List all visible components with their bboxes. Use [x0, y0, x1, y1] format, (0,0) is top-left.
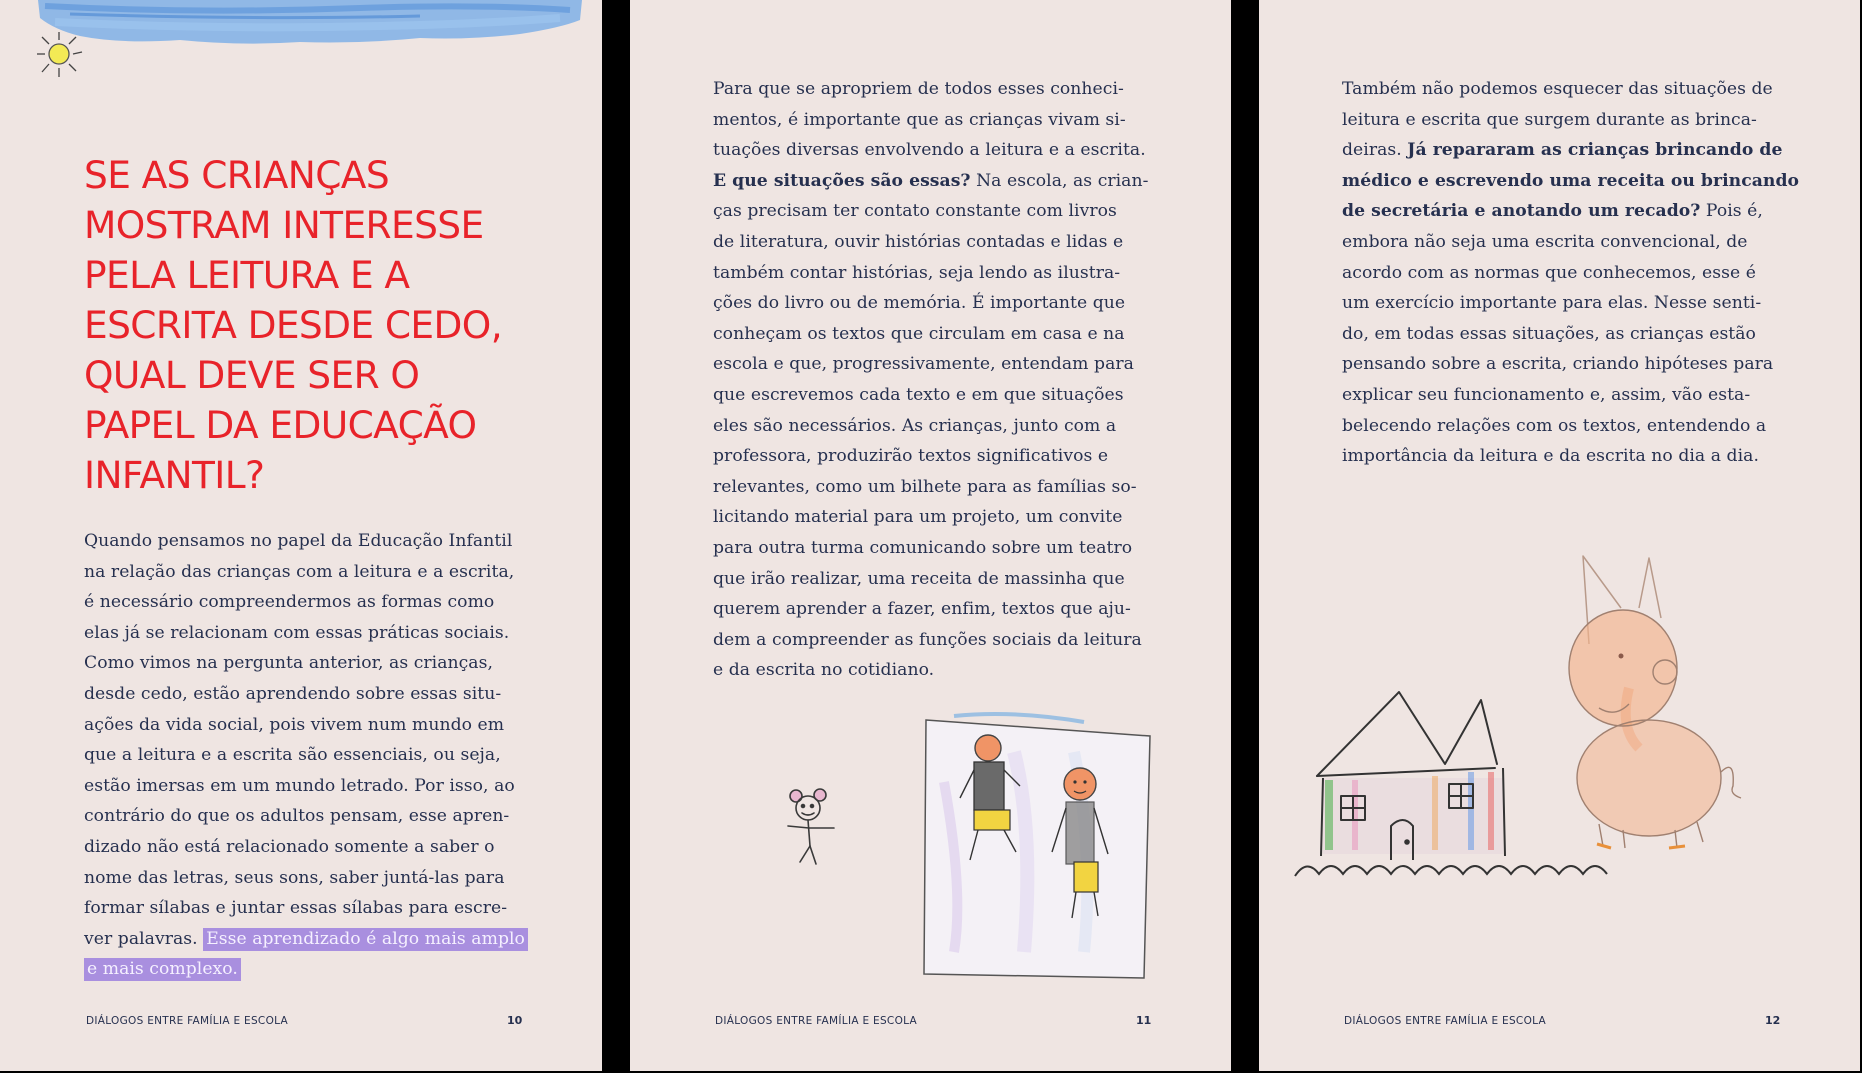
text-segment: deiras. [1342, 140, 1402, 161]
text-line: pensando sobre a escrita, criando hipóteses para [1342, 354, 1774, 375]
text-segment: ver palavras. [84, 928, 198, 949]
footer-title: DIÁLOGOS ENTRE FAMÍLIA E ESCOLA [86, 1015, 289, 1027]
text-line: ças precisam ter contato constante com livros [713, 201, 1117, 222]
heading-line: ESCRITA DESDE CEDO, [84, 303, 503, 347]
text-segment: Na escola, as crian- [976, 170, 1149, 191]
text-line: tuações diversas envolvendo a leitura e a escrita. [713, 140, 1146, 161]
text-line: Como vimos na pergunta anterior, as crianças, [84, 653, 493, 674]
text-line: para outra turma comunicando sobre um teatro [713, 537, 1133, 558]
text-line: importância da leitura e da escrita no dia a dia. [1342, 446, 1759, 467]
text-line: Também não podemos esquecer das situações de [1342, 79, 1773, 99]
text-line: acordo com as normas que conhecemos, esse é [1342, 262, 1756, 283]
heading-line: SE AS CRIANÇAS [84, 153, 390, 197]
heading-line: QUAL DEVE SER O [84, 353, 420, 397]
page-number: 12 [1765, 1014, 1781, 1027]
heading-line: MOSTRAM INTERESSE [84, 203, 484, 247]
page-10 [0, 0, 602, 1071]
bold-question: Já repararam as crianças brincando de [1407, 140, 1783, 161]
sun-drawing [36, 30, 86, 82]
body-paragraph [1342, 74, 1800, 472]
text-line: e da escrita no cotidiano. [713, 660, 935, 681]
text-line: mentos, é importante que as crianças vivam si- [713, 109, 1126, 130]
text-line: contrário do que os adultos pensam, esse apren- [84, 806, 510, 827]
text-line: belecendo relações com os textos, entendendo a [1342, 415, 1767, 436]
text-line: de literatura, ouvir histórias contadas e lidas e [713, 231, 1124, 252]
text-line: do, em todas essas situações, as crianças estão [1342, 323, 1756, 344]
text-line [1342, 166, 1800, 197]
highlighted-text[interactable]: Esse aprendizado é algo mais amplo [203, 928, 528, 951]
heading-line: PAPEL DA EDUCAÇÃO [84, 403, 477, 447]
text-line: formar sílabas e juntar essas sílabas para escre- [84, 898, 508, 919]
text-line: querem aprender a fazer, enfim, textos que aju- [713, 599, 1131, 620]
footer-title: DIÁLOGOS ENTRE FAMÍLIA E ESCOLA [715, 1015, 918, 1027]
text-line: um exercício importante para elas. Nesse senti- [1342, 293, 1762, 314]
bold-question: de secretária e anotando um recado? [1342, 201, 1701, 222]
text-line: que a leitura e a escrita são essenciais, ou seja, [84, 745, 501, 766]
text-line: eles são necessários. As crianças, junto com a [713, 415, 1117, 436]
text-line: relevantes, como um bilhete para as famílias so- [713, 476, 1137, 497]
bold-question: E que situações são essas? [713, 170, 971, 191]
pig-drawing [1559, 548, 1769, 848]
text-line: dem a compreender as funções sociais da leitura [713, 629, 1142, 650]
text-line: escola e que, progressivamente, entendam para [713, 354, 1134, 375]
text-line: professora, produzirão textos significativos e [713, 446, 1109, 467]
text-line: que escrevemos cada texto e em que situações [713, 384, 1124, 405]
text-line: também contar histórias, seja lendo as ilustra- [713, 262, 1121, 283]
text-line: na relação das crianças com a leitura e a escrita, [84, 561, 515, 582]
two-people-drawing [924, 712, 1156, 982]
text-line [84, 924, 524, 955]
text-line: nome das letras, seus sons, saber juntá-las para [84, 867, 505, 888]
highlighted-text[interactable]: e mais complexo. [84, 958, 241, 981]
text-line [1342, 135, 1782, 166]
text-line: leitura e escrita que surgem durante as brinca- [1342, 109, 1757, 130]
mouse-drawing [782, 786, 852, 866]
text-line: é necessário compreendermos as formas como [84, 592, 495, 613]
text-segment: Pois é, [1705, 201, 1763, 222]
page-11 [630, 0, 1231, 1071]
text-line: que irão realizar, uma receita de massinha que [713, 568, 1125, 589]
text-line: estão imersas em um mundo letrado. Por isso, ao [84, 775, 515, 796]
text-line [1342, 196, 1782, 227]
text-line: ações da vida social, pois vivem num mundo em [84, 714, 505, 735]
body-paragraph [84, 526, 524, 985]
body-paragraph [713, 74, 1153, 686]
text-line: ções do livro ou de memória. É importante que [713, 293, 1126, 314]
text-line: desde cedo, estão aprendendo sobre essas situ- [84, 683, 502, 704]
footer-title: DIÁLOGOS ENTRE FAMÍLIA E ESCOLA [1344, 1015, 1547, 1027]
page-number: 11 [1136, 1014, 1152, 1027]
page-heading [84, 150, 602, 500]
text-line: explicar seu funcionamento e, assim, vão esta- [1342, 384, 1751, 405]
text-line: Para que se apropriem de todos esses conheci- [713, 79, 1124, 99]
heading-line: INFANTIL? [84, 453, 265, 497]
text-line [84, 954, 524, 985]
text-line: conheçam os textos que circulam em casa e na [713, 323, 1125, 344]
text-line: licitando material para um projeto, um convite [713, 507, 1123, 528]
text-line: elas já se relacionam com essas práticas sociais. [84, 622, 510, 643]
sky-drawing [0, 0, 602, 80]
page-12 [1259, 0, 1860, 1071]
bold-question: médico e escrevendo uma receita ou brincando [1342, 170, 1800, 191]
text-line: dizado não está relacionado somente a saber o [84, 836, 495, 857]
text-line: embora não seja uma escrita convencional, de [1342, 231, 1748, 252]
page-number: 10 [507, 1014, 523, 1027]
text-line [713, 166, 1153, 197]
heading-line: PELA LEITURA E A [84, 253, 410, 297]
text-line: Quando pensamos no papel da Educação Infantil [84, 531, 513, 551]
